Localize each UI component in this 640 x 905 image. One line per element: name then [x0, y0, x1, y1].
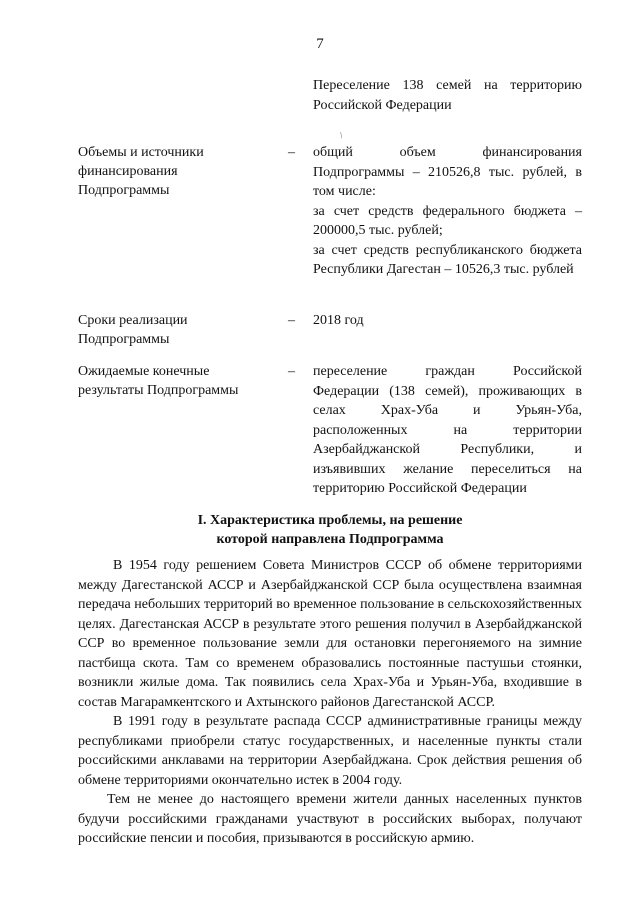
passport-row-financing-label: Объемы и источники финансирования Подпрограммы — [78, 145, 204, 198]
passport-row-results-value — [313, 362, 582, 499]
passport-value-paragraph: 2018 год — [313, 313, 364, 328]
passport-value-paragraph: за счет средств федерального бюджета – 200000,5 тыс. рублей; — [313, 203, 582, 238]
passport-row-tasks-value — [313, 76, 582, 115]
body-paragraph: В 1991 году в результате распада СССР административные границы между республиками приобрели статус государственных, и населенные пункты стали российскими анклавами на территории Азербайджана. Срок действия решения об обмене территориями окончательно истек в 2004 году. — [78, 714, 582, 788]
section-heading-line-2: которой направлена Подпрограмма — [216, 532, 444, 547]
passport-row-results-label: Ожидаемые конечные результаты Подпрограммы — [78, 364, 239, 398]
passport-row-timeline-value — [313, 311, 582, 331]
passport-row-timeline-dash: – — [288, 313, 295, 328]
passport-row-timeline-label: Сроки реализации Подпрограммы — [78, 313, 188, 347]
page-number: 7 — [316, 36, 324, 52]
passport-value-paragraph: Переселение 138 семей на территорию Российской Федерации — [313, 78, 582, 113]
passport-row-financing-dash: – — [288, 145, 295, 160]
passport-row-results-dash: – — [288, 364, 295, 379]
section-body — [78, 556, 582, 849]
body-paragraph: В 1954 году решением Совета Министров СССР об обмене территориями между Дагестанской АССР и Азербайджанской ССР была осуществлена взаимная передача небольших территорий во временное пользование в сельскохозяйственных целях. Дагестанская АССР в результате этого решения получил в Азербайджанской ССР во временное пользование земли для остановки перегоняемого на зимние пастбища скота. Там со временем образовались постоянные пастушьи стоянки, возникли жилые дома. Так появились села Храх-Уба и Урьян-Уба, входившие в состав Магарамкентского и Ахтынского районов Дагестанской АССР. — [78, 558, 582, 710]
passport-value-paragraph: переселение граждан Российской Федерации (138 семей), проживающих в селах Храх-Уба и Урьян-Уба, расположенных на территории Азербайджанской Республики, и изъявивших желание переселиться на территорию Российской Федерации — [313, 364, 582, 496]
passport-row-financing-value — [313, 143, 582, 280]
body-paragraph: Тем не менее до настоящего времени жители данных населенных пунктов будучи российскими гражданами участвуют в российских выборах, получают российские пенсии и пособия, призываются в российскую армию. — [78, 792, 582, 846]
section-heading — [140, 511, 520, 549]
passport-value-paragraph: за счет средств республиканского бюджета Республики Дагестан – 10526,3 тыс. рублей — [313, 242, 582, 277]
section-heading-line-1: I. Характеристика проблемы, на решение — [197, 513, 463, 528]
stray-mark: / — [337, 130, 345, 140]
passport-value-paragraph: общий объем финансирования Подпрограммы – 210526,8 тыс. рублей, в том числе: — [313, 145, 582, 199]
